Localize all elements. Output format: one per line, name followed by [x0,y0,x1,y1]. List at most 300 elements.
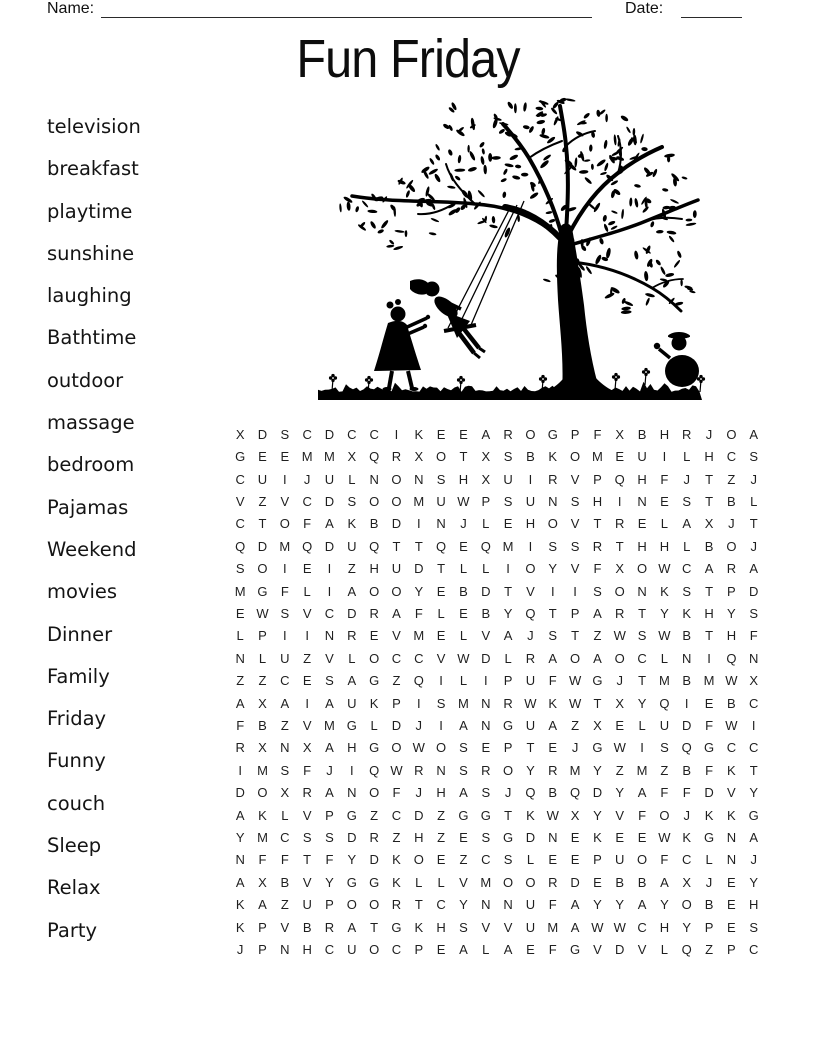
grid-letter: A [235,695,245,711]
grid-letter: S [280,426,290,442]
grid-letter: V [727,785,736,801]
grid-letter: Q [681,942,692,958]
name-input-line[interactable] [101,0,592,18]
grid-letter: Q [659,695,670,711]
grid-letter: E [593,874,602,890]
grid-letter: G [369,740,380,756]
grid-letter: M [547,919,559,935]
grid-letter: E [526,942,535,958]
grid-letter: E [369,628,379,644]
grid-letter: A [682,516,692,532]
grid-letter: S [481,785,491,801]
grid-letter: V [459,874,468,890]
grid-letter: N [369,471,379,487]
grid-letter: G [235,449,246,465]
grid-letter: H [637,471,647,487]
grid-letter: H [458,471,469,487]
grid-letter: Z [593,628,602,644]
grid-letter: U [347,942,357,958]
grid-letter: F [705,717,714,733]
word-list-item: Weekend [47,537,137,561]
grid-letter: O [503,762,514,778]
grid-letter: K [392,874,401,890]
grid-letter: G [346,807,357,823]
grid-letter: L [683,538,691,554]
grid-letter: Z [236,673,245,689]
grid-letter: O [436,449,447,465]
grid-letter: K [414,426,424,442]
word-list-item: Relax [47,876,101,900]
grid-letter: M [413,628,425,644]
grid-letter: M [234,583,246,599]
grid-letter: A [459,942,468,958]
grid-letter: T [504,807,513,823]
grid-letter: H [302,942,312,958]
grid-letter: O [369,583,380,599]
grid-letter: G [592,740,603,756]
grid-letter: V [481,919,491,935]
grid-letter: S [436,695,446,711]
grid-letter: E [660,493,669,509]
grid-letter: W [591,919,604,935]
grid-letter: H [726,628,737,644]
grid-letter: D [257,426,268,442]
word-list-item: playtime [47,199,133,223]
grid-letter: D [324,426,335,442]
grid-letter: Z [660,762,669,778]
grid-letter: G [391,919,402,935]
grid-letter: H [369,561,379,577]
grid-letter: Z [280,717,289,733]
grid-letter: I [684,695,689,711]
grid-letter: T [593,516,602,532]
date-label: Date: [625,0,664,17]
grid-letter: F [705,762,714,778]
grid-letter: A [347,673,357,689]
grid-letter: A [749,830,759,846]
grid-letter: I [640,740,644,756]
grid-letter: C [726,740,737,756]
grid-letter: N [637,493,647,509]
grid-letter: I [238,762,242,778]
grid-letter: K [258,807,267,823]
grid-letter: U [391,561,402,577]
grid-letter: T [370,919,379,935]
grid-letter: S [749,605,759,621]
grid-letter: E [459,538,468,554]
grid-letter: U [615,852,625,868]
grid-letter: E [637,830,647,846]
word-list-item: bedroom [47,453,135,477]
grid-letter: C [280,673,290,689]
grid-letter: A [235,874,245,890]
grid-letter: X [235,426,245,442]
grid-letter: A [325,695,334,711]
grid-letter: Z [437,807,446,823]
grid-letter: M [324,449,335,465]
grid-letter: S [682,493,692,509]
grid-letter: L [303,583,311,599]
grid-letter: O [436,740,447,756]
grid-letter: R [615,605,625,621]
grid-letter: C [481,852,491,868]
grid-letter: H [659,426,670,442]
grid-letter: O [570,650,581,666]
grid-letter: A [503,628,513,644]
grid-letter: D [235,785,245,801]
grid-letter: Y [660,897,669,913]
grid-letter: Y [749,874,759,890]
grid-letter: K [727,762,736,778]
grid-letter: A [392,605,401,621]
grid-letter: N [726,830,737,846]
grid-letter: V [615,807,625,823]
grid-letter: E [548,852,558,868]
grid-letter: A [325,785,334,801]
grid-letter: Z [258,673,267,689]
grid-letter: Y [593,897,602,913]
grid-letter: L [660,516,669,532]
grid-letter: S [459,762,468,778]
grid-letter: V [570,471,580,487]
grid-letter: G [369,673,380,689]
grid-letter: I [439,717,443,733]
word-list-item: television [47,115,141,138]
grid-letter: H [704,449,714,465]
word-list-item: Funny [47,749,106,773]
grid-letter: G [257,583,268,599]
grid-letter: E [615,830,625,846]
grid-letter: Q [369,449,380,465]
grid-letter: O [637,561,648,577]
grid-letter: K [392,852,401,868]
grid-letter: V [302,717,312,733]
grid-letter: K [369,695,379,711]
grid-letter: H [347,740,357,756]
grid-letter: C [324,942,335,958]
grid-letter: O [614,583,625,599]
grid-letter: I [573,583,577,599]
grid-letter: F [660,471,669,487]
grid-letter: H [749,897,759,913]
grid-letter: S [503,493,513,509]
grid-letter: A [593,605,602,621]
grid-letter: R [503,426,513,442]
grid-letter: D [615,942,625,958]
grid-letter: O [726,426,737,442]
grid-letter: J [728,516,735,532]
grid-letter: R [548,874,558,890]
grid-letter: F [258,852,267,868]
grid-letter: A [570,919,580,935]
grid-letter: B [548,785,558,801]
grid-letter: Y [660,605,669,621]
grid-letter: W [725,673,738,689]
grid-letter: V [280,493,290,509]
grid-letter: I [528,538,533,554]
grid-letter: R [302,785,312,801]
grid-letter: S [570,493,580,509]
grid-letter: M [458,695,469,711]
grid-letter: A [637,785,647,801]
word-list-item: Family [47,664,110,688]
grid-letter: E [570,852,580,868]
grid-letter: S [235,561,245,577]
grid-letter: O [369,897,380,913]
grid-letter: B [704,897,714,913]
grid-letter: Y [593,807,602,823]
grid-letter: T [749,762,758,778]
grid-letter: J [705,426,713,442]
grid-letter: F [660,852,669,868]
grid-letter: X [347,449,357,465]
grid-letter: V [302,605,312,621]
grid-letter: J [571,740,579,756]
grid-letter: O [369,493,380,509]
grid-letter: G [503,830,514,846]
grid-letter: V [503,919,513,935]
grid-letter: X [593,717,602,733]
grid-letter: O [726,538,737,554]
grid-letter: D [481,583,491,599]
grid-letter: Y [593,762,602,778]
grid-letter: O [391,583,402,599]
grid-letter: B [615,874,625,890]
grid-letter: S [637,628,647,644]
grid-letter: Q [525,785,536,801]
grid-letter: L [437,605,445,621]
grid-letter: C [637,650,647,666]
grid-letter: V [280,919,290,935]
grid-letter: E [436,852,446,868]
grid-letter: U [637,449,647,465]
grid-letter: O [391,493,402,509]
grid-letter: Q [681,740,692,756]
grid-letter: E [704,695,714,711]
grid-letter: K [660,583,669,599]
grid-letter: E [436,942,446,958]
grid-letter: J [616,673,623,689]
grid-letter: K [347,516,357,532]
grid-letter: C [302,493,312,509]
grid-letter: Z [392,673,401,689]
grid-letter: I [483,673,488,689]
grid-letter: R [525,650,536,666]
grid-letter: O [525,561,536,577]
child-sitting [654,332,699,387]
grid-letter: N [436,762,446,778]
grid-letter: V [481,628,491,644]
grid-letter: N [414,471,424,487]
grid-letter: L [526,852,535,868]
grid-letter: Y [548,561,558,577]
word-list-item: Friday [47,707,107,731]
grid-letter: I [283,561,287,577]
grid-letter: J [236,942,244,958]
grid-letter: F [325,852,334,868]
grid-letter: X [280,785,290,801]
grid-letter: X [302,740,312,756]
grid-letter: N [235,650,245,666]
grid-letter: M [703,673,715,689]
grid-letter: N [548,830,558,846]
grid-letter: A [637,897,647,913]
grid-letter: J [303,471,311,487]
grid-letter: H [525,516,536,532]
grid-letter: P [325,897,334,913]
grid-letter: U [257,471,268,487]
grid-letter: G [369,874,380,890]
grid-letter: O [391,471,402,487]
grid-letter: E [637,516,647,532]
grid-letter: G [748,807,759,823]
grid-letter: A [459,717,468,733]
grid-letter: B [481,605,491,621]
grid-letter: U [347,695,357,711]
grid-letter: T [414,538,423,554]
grid-letter: A [459,785,468,801]
grid-letter: A [548,650,558,666]
grid-letter: P [258,628,267,644]
grid-letter: Z [392,830,401,846]
grid-letter: K [682,605,692,621]
grid-letter: K [548,695,558,711]
grid-letter: X [615,426,625,442]
grid-letter: I [550,583,555,599]
grid-letter: L [683,449,691,465]
grid-letter: L [638,717,646,733]
grid-letter: P [325,807,334,823]
grid-letter: T [638,605,647,621]
grid-letter: A [749,426,759,442]
grid-letter: T [571,628,580,644]
grid-letter: R [391,449,402,465]
grid-letter: R [592,538,603,554]
grid-letter: E [459,605,468,621]
grid-letter: X [615,561,625,577]
grid-letter: O [659,807,670,823]
grid-letter: O [614,650,625,666]
grid-letter: K [235,897,245,913]
grid-letter: E [436,426,446,442]
grid-letter: M [413,493,425,509]
grid-letter: O [681,897,692,913]
grid-letter: K [414,919,424,935]
grid-letter: B [369,516,379,532]
grid-letter: A [570,897,580,913]
name-label: Name: [47,0,95,17]
grid-letter: Z [437,830,446,846]
grid-letter: B [727,695,736,711]
grid-letter: A [660,874,669,890]
grid-letter: I [349,762,354,778]
grid-letter: N [503,897,513,913]
word-list-item: Dinner [47,622,113,646]
grid-letter: Q [480,538,491,554]
grid-letter: Q [726,650,737,666]
grid-letter: E [503,516,513,532]
grid-letter: M [324,717,335,733]
grid-letter: I [327,583,332,599]
grid-letter: S [280,762,290,778]
grid-letter: Y [637,695,647,711]
grid-letter: I [283,628,287,644]
grid-letter: N [481,695,491,711]
grid-letter: X [749,673,759,689]
grid-letter: W [457,650,470,666]
grid-letter: G [458,807,469,823]
grid-letter: U [525,673,536,689]
grid-letter: S [682,583,692,599]
grid-letter: X [682,874,692,890]
grid-letter: N [324,628,335,644]
word-list-item: sunshine [47,241,135,265]
grid-letter: H [659,919,670,935]
grid-letter: R [548,762,558,778]
grid-letter: N [682,650,692,666]
grid-letter: W [725,717,738,733]
grid-letter: A [593,650,602,666]
grid-letter: C [749,942,759,958]
grid-letter: R [369,605,379,621]
grid-letter: J [750,538,757,554]
grid-letter: D [414,807,424,823]
grid-letter: F [682,785,691,801]
grid-letter: O [637,852,648,868]
grid-letter: L [348,471,356,487]
grid-letter: G [346,717,357,733]
grid-letter: T [705,493,714,509]
grid-letter: F [280,583,289,599]
grid-letter: A [704,561,714,577]
grid-letter: Z [727,471,736,487]
grid-letter: W [457,493,470,509]
grid-letter: O [570,449,581,465]
word-list [47,106,141,952]
grid-letter: Q [570,785,581,801]
grid-letter: P [570,426,580,442]
grid-letter: G [503,717,514,733]
grid-letter: E [302,561,312,577]
grid-letter: C [235,516,245,532]
grid-letter: N [347,785,357,801]
grid-letter: A [503,942,513,958]
grid-letter: I [707,650,711,666]
grid-letter: D [749,583,759,599]
grid-letter: I [283,471,287,487]
grid-letter: N [726,852,737,868]
grid-letter: D [682,717,692,733]
grid-letter: Y [347,852,357,868]
grid-letter: K [526,807,535,823]
grid-letter: L [258,650,267,666]
grid-letter: E [436,583,446,599]
grid-letter: C [682,852,692,868]
word-list-item: massage [47,411,135,435]
date-input-line[interactable] [681,0,742,18]
grid-letter: M [257,762,268,778]
grid-letter: V [637,942,647,958]
grid-letter: I [416,695,421,711]
grid-letter: C [235,471,245,487]
grid-letter: C [436,897,446,913]
grid-letter: T [303,852,312,868]
grid-letter: G [703,830,715,846]
grid-letter: V [325,650,334,666]
grid-letter: R [391,897,402,913]
grid-letter: F [548,897,557,913]
grid-letter: T [392,538,401,554]
